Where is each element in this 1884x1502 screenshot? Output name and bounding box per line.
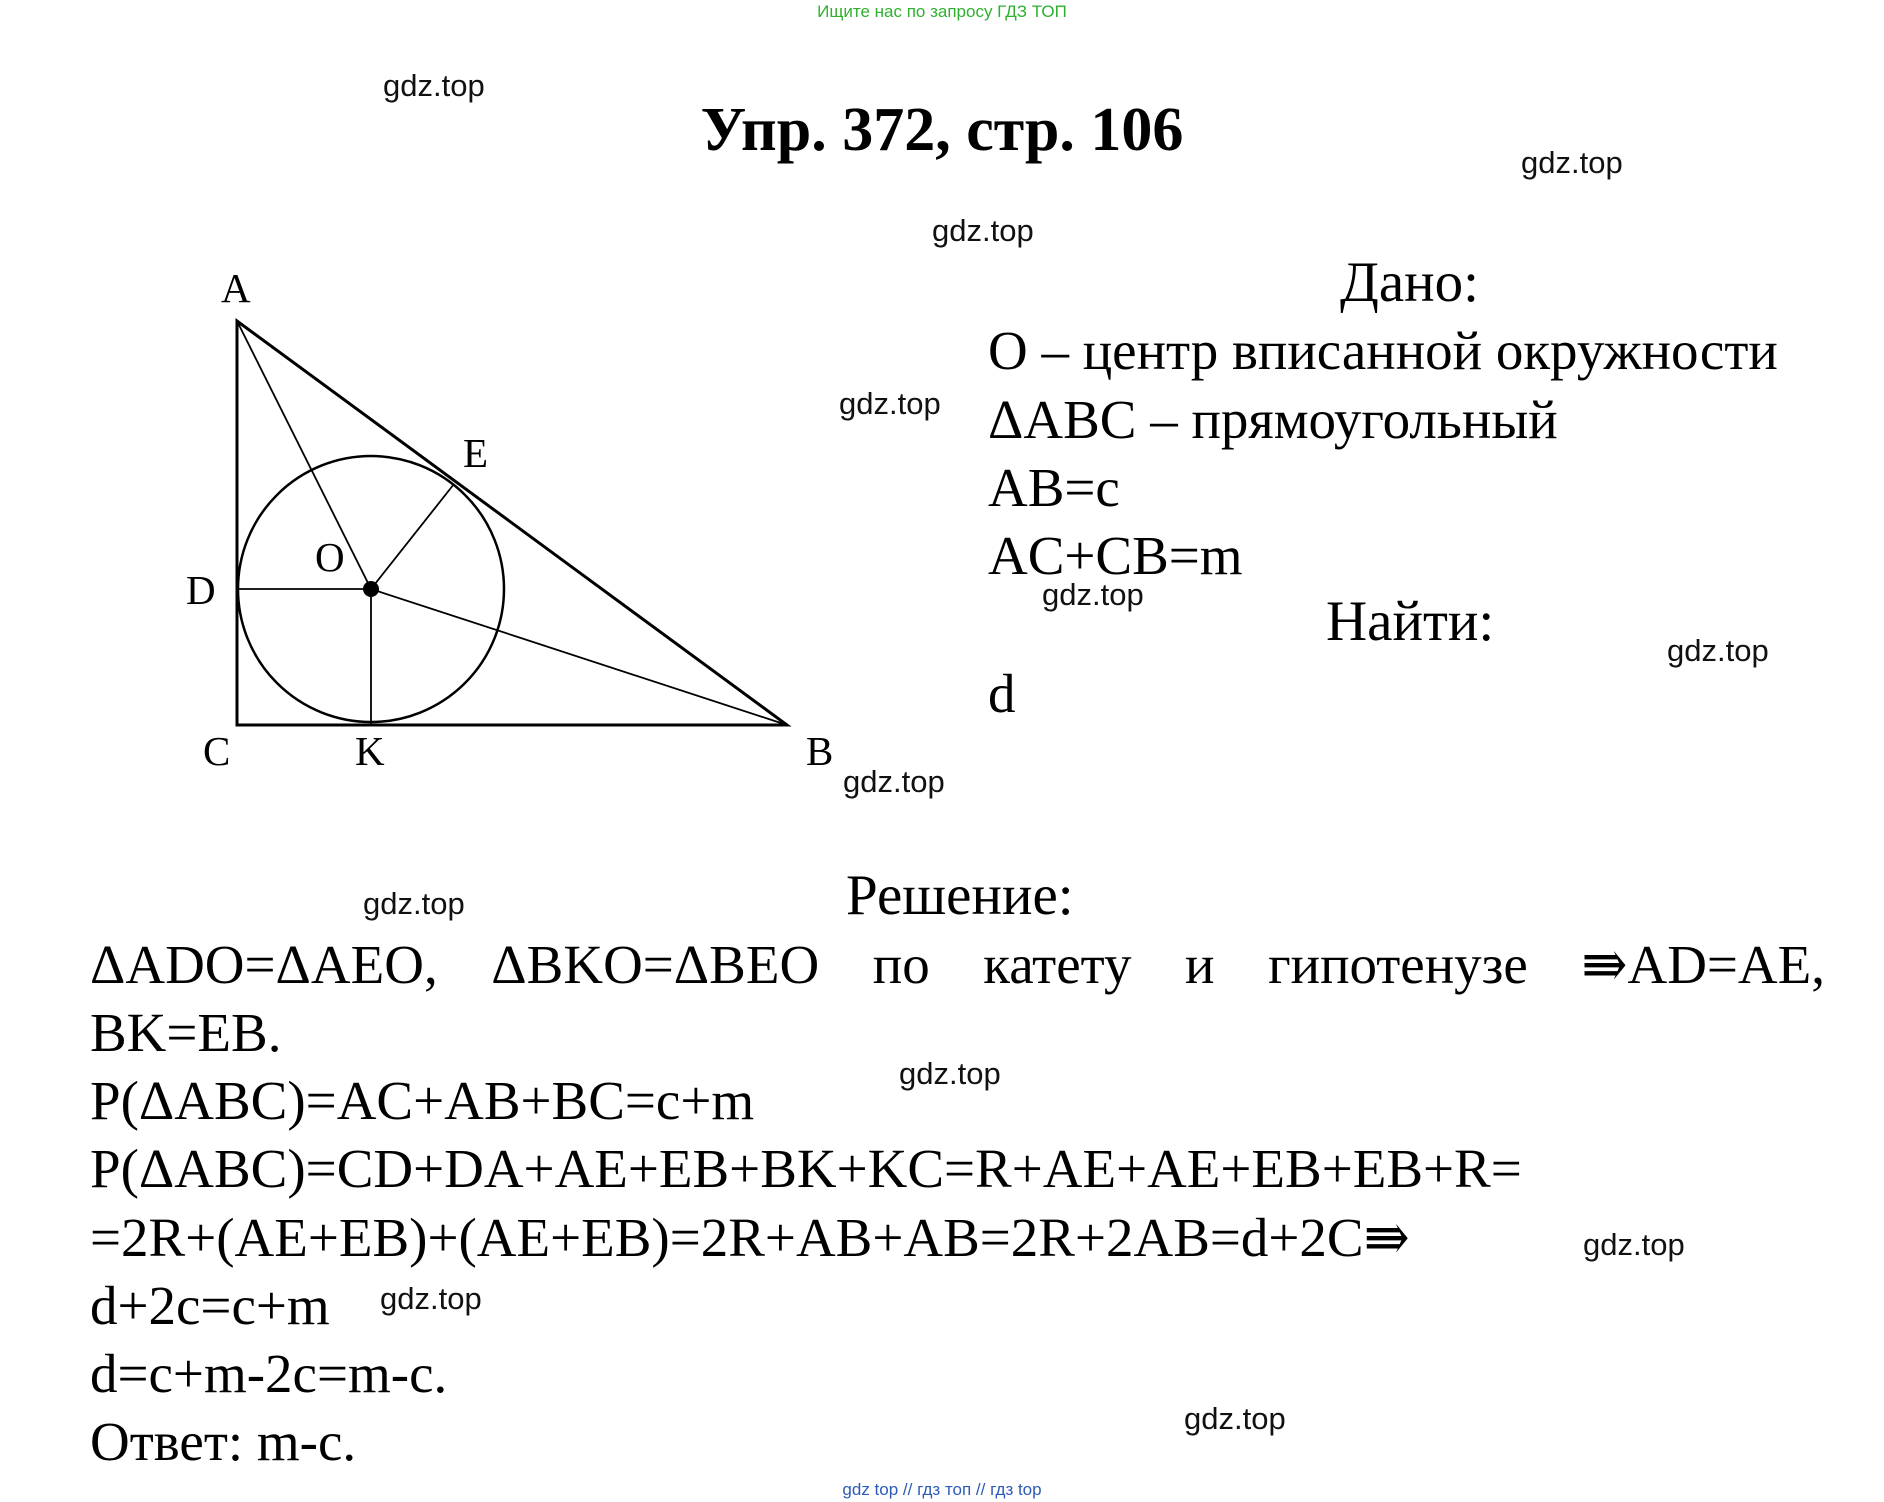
solution-line: ΔADO=ΔAEO, ΔBKO=ΔBEO по катету и гипотенузе ⇛AD=AE, (90, 934, 1825, 995)
label-a: A (221, 265, 251, 311)
solution-line: =2R+(AE+EB)+(AE+EB)=2R+AB+AB=2R+2AB=d+2C⇛ (90, 1207, 1410, 1268)
label-b: B (806, 728, 834, 774)
label-d: D (186, 567, 216, 613)
watermark: gdz.top (1667, 633, 1769, 668)
watermark: gdz.top (363, 886, 465, 921)
watermark: gdz.top (1583, 1227, 1685, 1262)
given-line: ΔABC – прямоугольный (988, 389, 1558, 450)
label-e: E (463, 430, 489, 476)
footer-links: gdz top // гдз топ // гдз top (842, 1480, 1042, 1499)
segment-oe (371, 484, 454, 589)
given-line: AC+CB=m (988, 525, 1243, 586)
given-line: O – центр вписанной окружности (988, 320, 1778, 381)
segment-ao (237, 321, 371, 589)
solution-line: d+2c=c+m (90, 1275, 330, 1336)
label-k: K (355, 728, 385, 774)
watermark: gdz.top (839, 386, 941, 421)
solution-line: BK=EB. (90, 1002, 282, 1063)
find-value: d (988, 663, 1016, 724)
watermark: gdz.top (380, 1281, 482, 1316)
label-o: O (315, 534, 345, 580)
watermark: gdz.top (932, 213, 1034, 248)
watermark: gdz.top (843, 764, 945, 799)
triangle-abc (237, 321, 787, 725)
solution-line: P(ΔABC)=AC+AB+BC=c+m (90, 1070, 755, 1131)
center-point (363, 581, 379, 597)
given-heading: Дано: (1340, 251, 1480, 314)
given-line: AB=c (988, 457, 1120, 518)
watermark: gdz.top (899, 1056, 1001, 1091)
solution-line: d=c+m-2c=m-c. (90, 1343, 448, 1404)
page-title: Упр. 372, стр. 106 (700, 96, 1184, 164)
watermark: gdz.top (1042, 577, 1144, 612)
answer-line: Ответ: m-c. (90, 1411, 357, 1472)
find-heading: Найти: (1326, 590, 1495, 653)
label-c: C (203, 728, 231, 774)
search-banner: Ищите нас по запросу ГДЗ ТОП (817, 2, 1067, 21)
solution-heading: Решение: (846, 864, 1074, 927)
segment-bo (371, 589, 787, 725)
watermark: gdz.top (1184, 1401, 1286, 1436)
watermark: gdz.top (383, 68, 485, 103)
solution-line: P(ΔABC)=CD+DA+AE+EB+BK+KC=R+AE+AE+EB+EB+R= (90, 1138, 1522, 1199)
watermark: gdz.top (1521, 145, 1623, 180)
